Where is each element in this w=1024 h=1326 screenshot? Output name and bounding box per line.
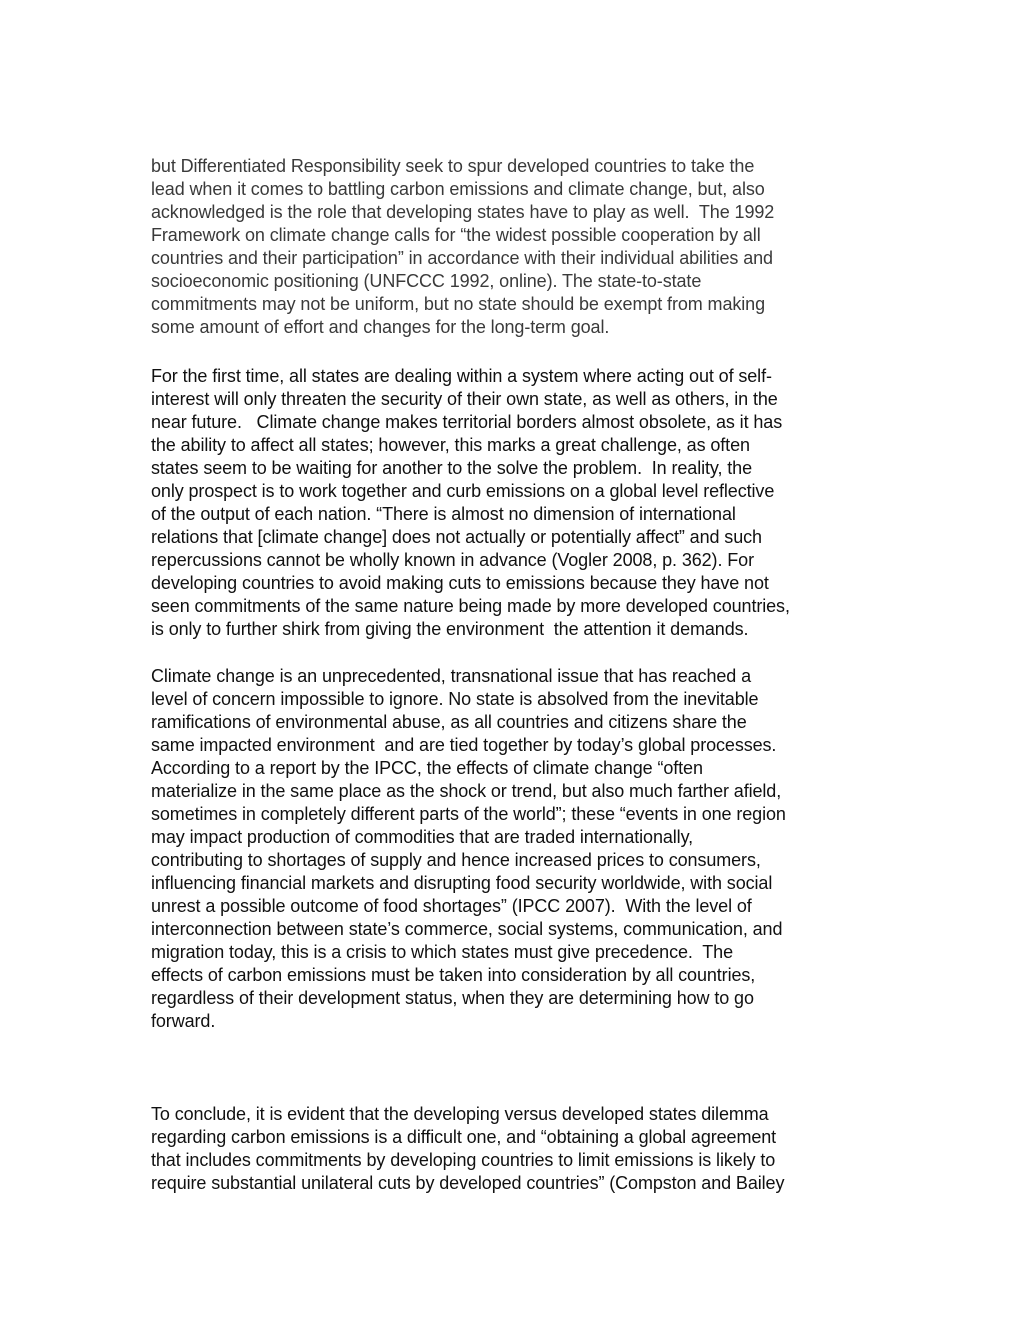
- text-line: materialize in the same place as the shock or trend, but also much farther afield,: [151, 781, 782, 801]
- text-line: regardless of their development status, when they are determining how to go: [151, 988, 754, 1008]
- text-line: According to a report by the IPCC, the effects of climate change “often: [151, 758, 703, 778]
- text-line: lead when it comes to battling carbon emissions and climate change, but, also: [151, 179, 765, 199]
- text-line: the ability to affect all states; however, this marks a great challenge, as often: [151, 435, 750, 455]
- text-line: but Differentiated Responsibility seek to spur developed countries to take the: [151, 156, 755, 176]
- paragraph-1: [151, 155, 873, 339]
- text-line: may impact production of commodities that are traded internationally,: [151, 827, 694, 847]
- text-line: same impacted environment and are tied together by today’s global processes.: [151, 735, 777, 755]
- text-line: is only to further shirk from giving the environment the attention it demands.: [151, 619, 749, 639]
- text-line: contributing to shortages of supply and hence increased prices to consumers,: [151, 850, 761, 870]
- text-line: seen commitments of the same nature being made by more developed countries,: [151, 596, 790, 616]
- text-line: repercussions cannot be wholly known in advance (Vogler 2008, p. 362). For: [151, 550, 754, 570]
- text-line: countries and their participation” in accordance with their individual abilities and: [151, 248, 773, 268]
- paragraph-2: [151, 365, 873, 641]
- text-line: only prospect is to work together and curb emissions on a global level reflective: [151, 481, 775, 501]
- text-line: effects of carbon emissions must be taken into consideration by all countries,: [151, 965, 756, 985]
- text-line: forward.: [151, 1011, 216, 1031]
- text-line: level of concern impossible to ignore. No state is absolved from the inevitable: [151, 689, 759, 709]
- text-line: developing countries to avoid making cuts to emissions because they have not: [151, 573, 769, 593]
- text-line: socioeconomic positioning (UNFCCC 1992, online). The state-to-state: [151, 271, 702, 291]
- text-line: regarding carbon emissions is a difficult one, and “obtaining a global agreement: [151, 1127, 777, 1147]
- text-line: For the first time, all states are dealing within a system where acting out of self-: [151, 366, 772, 386]
- text-line: ramifications of environmental abuse, as all countries and citizens share the: [151, 712, 747, 732]
- paragraph-3: [151, 665, 873, 1033]
- text-line: commitments may not be uniform, but no state should be exempt from making: [151, 294, 765, 314]
- paragraph-4: [151, 1103, 873, 1195]
- text-line: unrest a possible outcome of food shortages” (IPCC 2007). With the level of: [151, 896, 752, 916]
- text-line: To conclude, it is evident that the developing versus developed states dilemma: [151, 1104, 769, 1124]
- text-line: of the output of each nation. “There is almost no dimension of international: [151, 504, 736, 524]
- text-line: Climate change is an unprecedented, transnational issue that has reached a: [151, 666, 751, 686]
- text-line: some amount of effort and changes for the long-term goal.: [151, 317, 610, 337]
- text-line: relations that [climate change] does not actually or potentially affect” and such: [151, 527, 762, 547]
- text-line: Framework on climate change calls for “the widest possible cooperation by all: [151, 225, 761, 245]
- text-line: migration today, this is a crisis to which states must give precedence. The: [151, 942, 733, 962]
- text-line: sometimes in completely different parts of the world”; these “events in one region: [151, 804, 786, 824]
- text-line: states seem to be waiting for another to the solve the problem. In reality, the: [151, 458, 752, 478]
- text-line: influencing financial markets and disrupting food security worldwide, with social: [151, 873, 773, 893]
- text-line: interconnection between state’s commerce, social systems, communication, and: [151, 919, 783, 939]
- text-line: acknowledged is the role that developing states have to play as well. The 1992: [151, 202, 775, 222]
- text-line: that includes commitments by developing countries to limit emissions is likely to: [151, 1150, 776, 1170]
- text-line: interest will only threaten the security of their own state, as well as others, in the: [151, 389, 778, 409]
- text-line: near future. Climate change makes territorial borders almost obsolete, as it has: [151, 412, 783, 432]
- text-line: require substantial unilateral cuts by developed countries” (Compston and Bailey: [151, 1173, 785, 1193]
